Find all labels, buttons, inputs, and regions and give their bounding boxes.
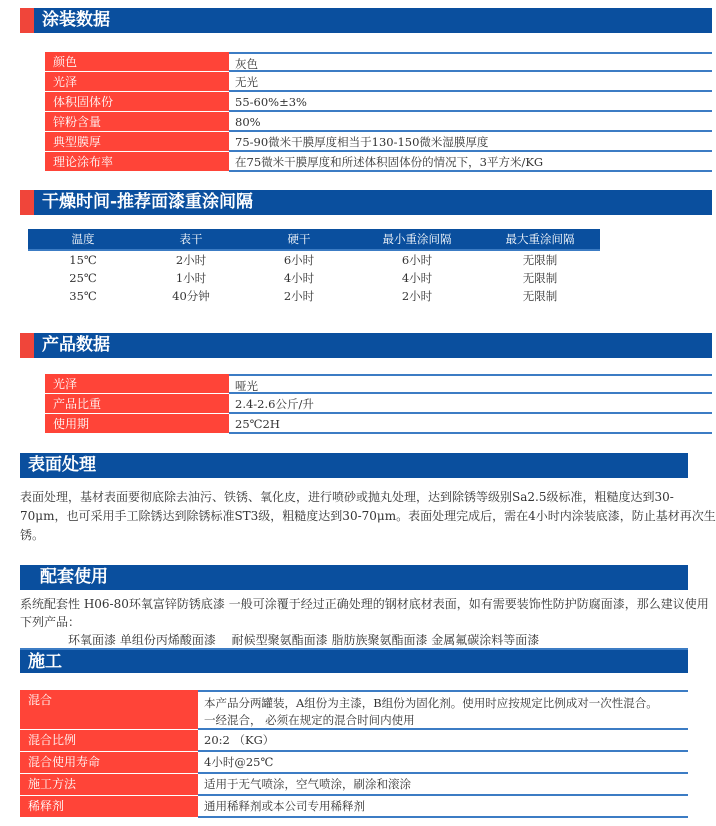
application-table xyxy=(20,690,688,818)
table-cell: 2小时 xyxy=(401,289,433,303)
row-label: 使用期 xyxy=(45,414,229,434)
column-header: 最大重涂间隔 xyxy=(505,232,575,246)
row-label: 理论涂布率 xyxy=(45,152,229,172)
table-row xyxy=(20,796,688,818)
column-header: 硬干 xyxy=(287,232,311,246)
table-row xyxy=(20,774,688,796)
table-row xyxy=(45,92,712,112)
table-row xyxy=(45,112,712,132)
table-cell: 无限制 xyxy=(522,271,558,285)
row-value: 本产品分两罐装，A组份为主漆，B组份为固化剂。使用时应按规定比例成对一次性混合。一经混合， 必须在规定的混合时间内使用 xyxy=(198,690,688,730)
section-header-drying xyxy=(20,190,712,215)
section-header-matching xyxy=(20,565,688,590)
row-label: 光泽 xyxy=(45,72,229,92)
row-value: 4小时@25℃ xyxy=(198,752,688,774)
column-header: 温度 xyxy=(71,232,95,246)
row-value: 适用于无气喷涂，空气喷涂，刷涂和滚涂 xyxy=(198,774,688,796)
table-row xyxy=(28,251,600,269)
column-header: 表干 xyxy=(179,232,203,246)
section-header-coating xyxy=(20,8,712,33)
row-value: 在75微米干膜厚度和所述体积固体份的情况下，3平方米/KG xyxy=(229,152,712,172)
row-value: 20:2 （KG） xyxy=(198,730,688,752)
drying-time-table xyxy=(28,229,600,305)
section-header-application xyxy=(20,648,688,673)
column-header: 最小重涂间隔 xyxy=(382,232,452,246)
row-value: 无光 xyxy=(229,72,712,92)
section-header-product xyxy=(20,333,712,358)
row-label: 混合使用寿命 xyxy=(20,752,198,774)
table-cell: 1小时 xyxy=(175,271,207,285)
row-label: 混合 xyxy=(20,690,198,730)
row-label: 施工方法 xyxy=(20,774,198,796)
row-label: 锌粉含量 xyxy=(45,112,229,132)
matching-text: 系统配套性 H06-80环氧富锌防锈底漆 一般可涂覆于经过正确处理的钢材底材表面，如有需要装饰性防护防腐面漆，那么建议使用下列产品： xyxy=(20,597,709,629)
row-label: 体积固体份 xyxy=(45,92,229,112)
table-cell: 无限制 xyxy=(522,253,558,267)
table-cell: 6小时 xyxy=(283,253,315,267)
table-row xyxy=(28,287,600,305)
table-cell: 无限制 xyxy=(522,289,558,303)
table-row xyxy=(45,132,712,152)
table-cell: 4小时 xyxy=(283,271,315,285)
row-value: 2.4-2.6公斤/升 xyxy=(229,394,712,414)
row-label: 光泽 xyxy=(45,374,229,394)
row-label: 混合比例 xyxy=(20,730,198,752)
row-label: 颜色 xyxy=(45,52,229,72)
table-row xyxy=(28,269,600,287)
row-label: 稀释剂 xyxy=(20,796,198,818)
section-title: 表面处理 xyxy=(28,455,96,475)
table-cell: 6小时 xyxy=(401,253,433,267)
row-label: 产品比重 xyxy=(45,394,229,414)
row-label: 典型膜厚 xyxy=(45,132,229,152)
row-value: 55-60%±3% xyxy=(229,92,712,112)
section-title: 配套使用 xyxy=(40,567,108,587)
row-value: 25℃2H xyxy=(229,414,712,434)
table-row xyxy=(45,152,712,172)
table-cell: 25℃ xyxy=(69,271,97,285)
table-row xyxy=(45,374,712,394)
table-row xyxy=(45,394,712,414)
coating-data-table xyxy=(45,52,712,172)
row-value: 80% xyxy=(229,112,712,132)
table-cell: 15℃ xyxy=(69,253,97,267)
row-value: 通用稀释剂或本公司专用稀释剂 xyxy=(198,796,688,818)
row-value: 灰色 xyxy=(229,52,712,72)
table-header xyxy=(28,229,600,251)
table-cell: 35℃ xyxy=(69,289,97,303)
section-header-surface xyxy=(20,453,688,478)
table-row xyxy=(20,690,688,730)
table-cell: 40分钟 xyxy=(172,289,210,303)
table-row xyxy=(20,752,688,774)
table-cell: 4小时 xyxy=(401,271,433,285)
recommended-products: 环氧面漆 单组份丙烯酸面漆 耐候型聚氨酯面漆 脂肪族聚氨酯面漆 金属氟碳涂料等面漆 xyxy=(68,633,540,647)
row-value: 75-90微米干膜厚度相当于130-150微米湿膜厚度 xyxy=(229,132,712,152)
table-cell: 2小时 xyxy=(175,253,207,267)
table-cell: 2小时 xyxy=(283,289,315,303)
section-title: 涂装数据 xyxy=(42,10,110,30)
table-row xyxy=(20,730,688,752)
surface-treatment-text: 表面处理，基材表面要彻底除去油污、铁锈、氧化皮，进行喷砂或抛丸处理，达到除锈等级别Sa2.5级标准，粗糙度达到30-70μm，也可采用手工除锈达到除锈标准ST3级，粗糙度达到30-70μm。表面处理完成后，需在4小时内涂装底漆，防止基材再次生锈。 xyxy=(20,490,716,542)
product-data-table xyxy=(45,374,712,434)
table-row xyxy=(45,72,712,92)
row-value: 哑光 xyxy=(229,374,712,394)
section-title: 施工 xyxy=(28,652,62,672)
section-title: 干燥时间-推荐面漆重涂间隔 xyxy=(42,192,254,212)
table-row xyxy=(45,52,712,72)
table-row xyxy=(45,414,712,434)
section-title: 产品数据 xyxy=(42,335,110,355)
